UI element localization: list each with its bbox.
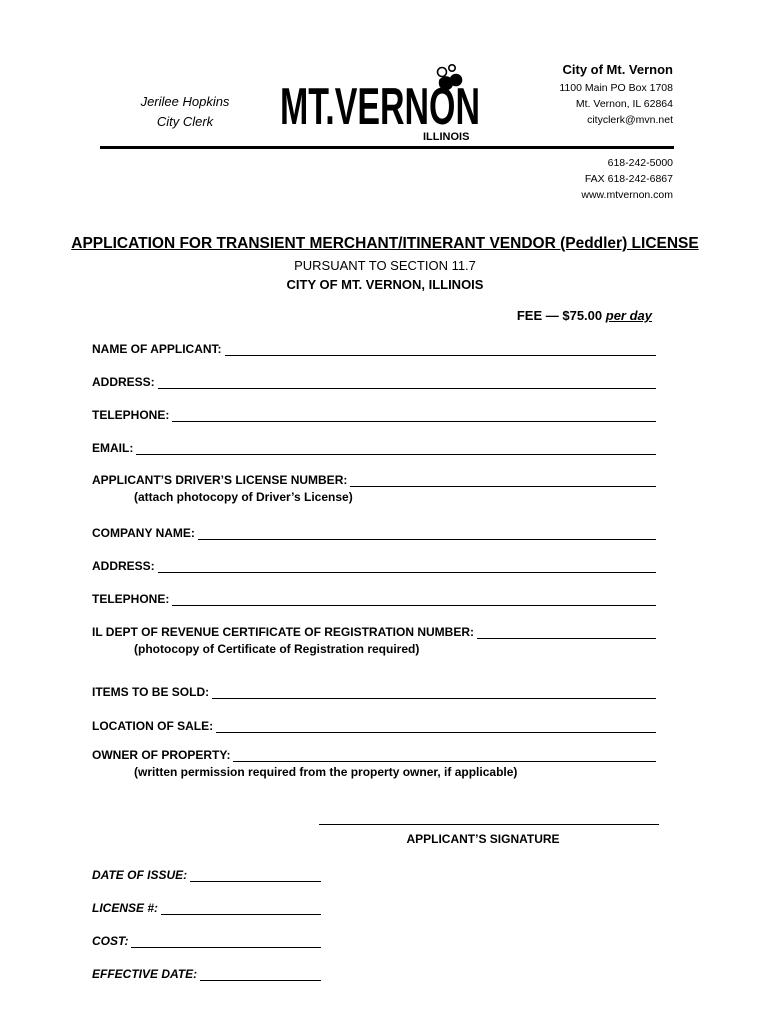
location-of-sale-label: LOCATION OF SALE: <box>92 719 214 733</box>
company-name-field[interactable] <box>198 526 656 540</box>
effective-date-row <box>92 963 321 981</box>
applicant-telephone-label: TELEPHONE: <box>92 408 170 422</box>
date-of-issue-row <box>92 864 321 882</box>
company-name-row <box>92 522 656 540</box>
applicant-name-field[interactable] <box>225 342 656 356</box>
items-to-be-sold-row <box>92 681 656 699</box>
company-address-field[interactable] <box>158 559 656 573</box>
fee-unit: per day <box>605 308 652 323</box>
applicant-email-row <box>92 437 656 455</box>
logo-wordmark: MT.VERNON <box>280 78 480 136</box>
mt-vernon-logo <box>280 62 485 144</box>
website: www.mtvernon.com <box>581 189 673 201</box>
form-jurisdiction: CITY OF MT. VERNON, ILLINOIS <box>286 277 484 292</box>
header-divider <box>100 146 674 149</box>
drivers-license-label: APPLICANT’S DRIVER’S LICENSE NUMBER: <box>92 473 348 487</box>
company-telephone-label: TELEPHONE: <box>92 592 170 606</box>
mailing-address-line1: 1100 Main PO Box 1708 <box>559 82 673 94</box>
drivers-license-row <box>92 469 656 487</box>
owner-of-property-label: OWNER OF PROPERTY: <box>92 748 231 762</box>
company-address-label: ADDRESS: <box>92 559 155 573</box>
owner-of-property-row <box>92 744 656 762</box>
applicant-name-label: NAME OF APPLICANT: <box>92 342 222 356</box>
cost-row <box>92 930 321 948</box>
clerk-email: cityclerk@mvn.net <box>587 114 673 126</box>
clerk-name: Jerilee Hopkins <box>140 94 230 109</box>
fax-number: FAX 618-242-6867 <box>584 173 673 185</box>
logo-subtitle: ILLINOIS <box>423 131 470 143</box>
applicant-signature-field[interactable] <box>319 824 659 825</box>
mailing-address-line2: Mt. Vernon, IL 62864 <box>575 98 673 110</box>
clerk-title: City Clerk <box>156 114 214 129</box>
owner-of-property-field[interactable] <box>233 748 656 762</box>
drivers-license-field[interactable] <box>350 473 656 487</box>
location-of-sale-field[interactable] <box>216 719 656 733</box>
license-number-field[interactable] <box>161 901 321 915</box>
applicant-signature-label: APPLICANT’S SIGNATURE <box>406 832 560 846</box>
license-number-label: LICENSE #: <box>92 901 159 915</box>
city-name: City of Mt. Vernon <box>562 62 673 77</box>
applicant-address-field[interactable] <box>158 375 656 389</box>
applicant-email-label: EMAIL: <box>92 441 134 455</box>
items-to-be-sold-label: ITEMS TO BE SOLD: <box>92 685 210 699</box>
cost-label: COST: <box>92 934 129 948</box>
effective-date-field[interactable] <box>200 967 321 981</box>
applicant-address-row <box>92 371 656 389</box>
phone-number: 618-242-5000 <box>607 157 673 169</box>
il-dept-certificate-note: (photocopy of Certificate of Registration required) <box>134 642 420 656</box>
applicant-telephone-row <box>92 404 656 422</box>
location-of-sale-row <box>92 715 656 733</box>
applicant-telephone-field[interactable] <box>172 408 656 422</box>
il-dept-certificate-field[interactable] <box>477 625 656 639</box>
license-number-row <box>92 897 321 915</box>
date-of-issue-field[interactable] <box>190 868 321 882</box>
form-title: APPLICATION FOR TRANSIENT MERCHANT/ITINERANT VENDOR (Peddler) LICENSE <box>71 235 699 252</box>
company-telephone-row <box>92 588 656 606</box>
items-to-be-sold-field[interactable] <box>212 685 656 699</box>
form-subtitle: PURSUANT TO SECTION 11.7 <box>294 258 476 273</box>
date-of-issue-label: DATE OF ISSUE: <box>92 868 188 882</box>
fee-amount: FEE — $75.00 <box>516 308 606 323</box>
applicant-email-field[interactable] <box>136 441 656 455</box>
company-address-row <box>92 555 656 573</box>
company-telephone-field[interactable] <box>172 592 656 606</box>
company-name-label: COMPANY NAME: <box>92 526 195 540</box>
cost-field[interactable] <box>131 934 321 948</box>
applicant-name-row <box>92 338 656 356</box>
effective-date-label: EFFECTIVE DATE: <box>92 967 198 981</box>
applicant-address-label: ADDRESS: <box>92 375 155 389</box>
il-dept-certificate-row <box>92 621 656 639</box>
fee-line <box>517 308 652 323</box>
owner-of-property-note: (written permission required from the property owner, if applicable) <box>134 765 518 779</box>
il-dept-certificate-label: IL DEPT OF REVENUE CERTIFICATE OF REGISTRATION NUMBER: <box>92 625 475 639</box>
drivers-license-note: (attach photocopy of Driver’s License) <box>134 490 353 504</box>
